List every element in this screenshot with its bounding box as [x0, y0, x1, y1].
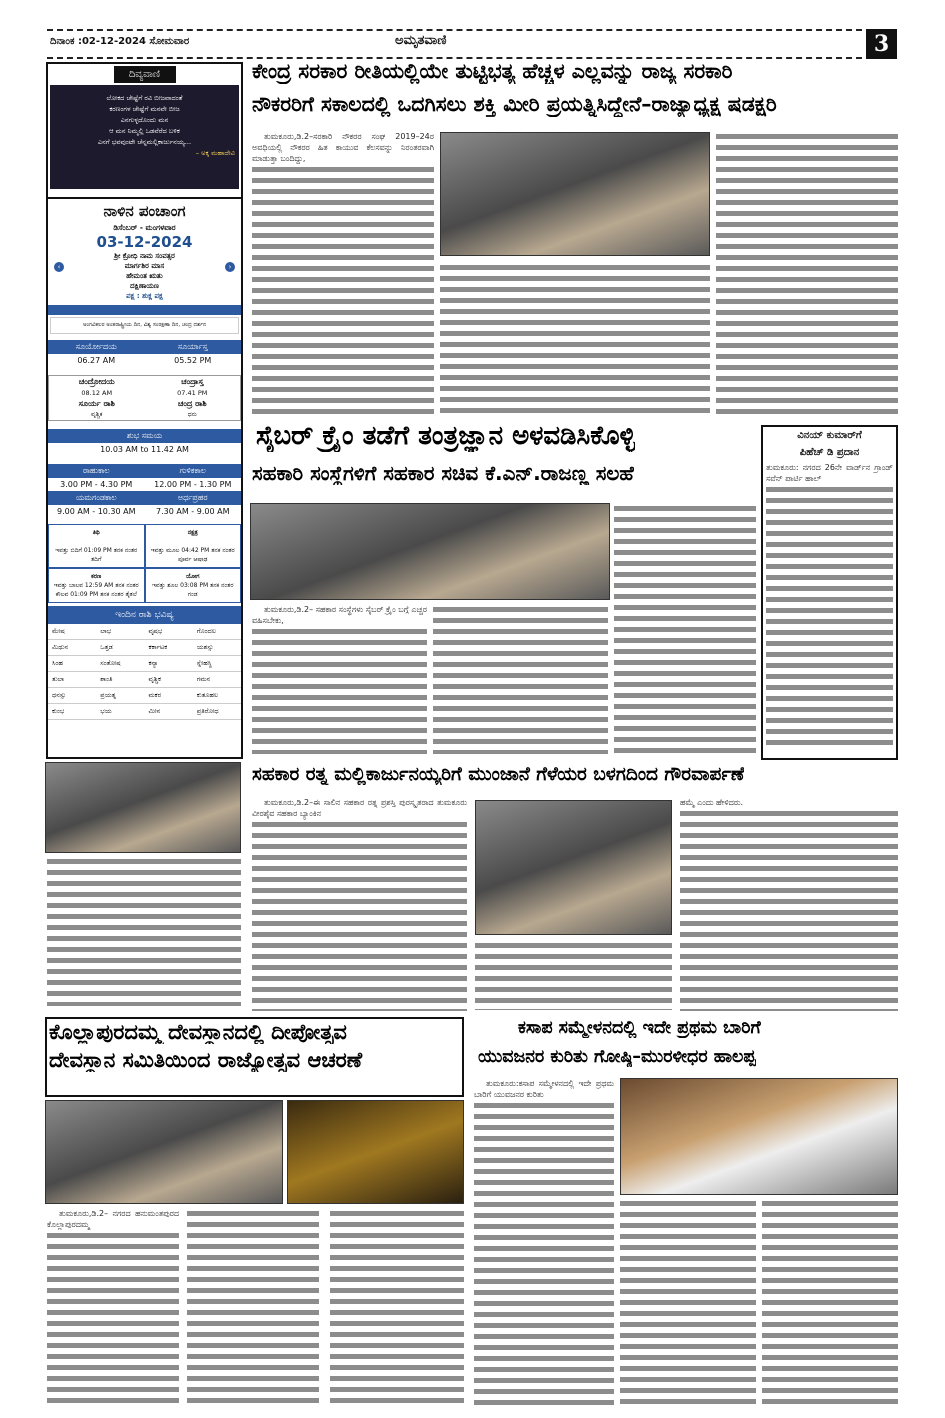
tithi-cell [48, 524, 145, 568]
story3-photo [475, 800, 672, 935]
yama-label: ಯಮಗಂಡಕಾಲ [48, 491, 145, 505]
ardha-label: ಅರ್ಧಪ್ರಹರ [145, 491, 242, 505]
divyavani-box [46, 62, 243, 199]
story3-photo-left [45, 762, 241, 853]
rashi-prediction: ಒತ್ತಡ [96, 640, 144, 656]
yama-time: 9.00 AM - 10.30 AM [56, 507, 136, 516]
tithi-label: ತಿಥಿ [92, 529, 100, 536]
nakshatra-label: ನಕ್ಷತ್ರ [187, 529, 198, 536]
sidebar-body: ತುಮಕೂರು: ನಗರದ 26ನೇ ವಾರ್ಡ್‌ನ ಗ್ರಾಂಡ್ ಸವೆನ್ ಪಾರ್ಟಿ ಹಾಲ್ [766, 462, 893, 747]
rashi-prediction: ಗೊಂದಲ [193, 624, 241, 640]
blue-band [48, 305, 241, 315]
sunrise-label: ಸೂರ್ಯೋದಯ [48, 340, 145, 354]
rashi-prediction: ಯಶಸ್ಸು [193, 640, 241, 656]
sunrise-time: 06.27 AM [77, 356, 116, 365]
yoga-label: ಯೋಗ [185, 573, 200, 580]
sunset-time: 05.52 PM [174, 356, 212, 365]
panchanga-box [46, 197, 243, 759]
story5-body-middle [620, 1198, 756, 1408]
rashi-name: ಧನಸ್ಸು [48, 688, 96, 704]
special-days: ಅಂಗವಿಕಲರ ಅಂತರಾಷ್ಟ್ರೀಯ ದಿನ, ವಿಶ್ವ ಸಂರಕ್ಷಣಾ ದಿನ, ಚಂದ್ರ ದರ್ಶನ [50, 317, 239, 334]
tithi: ಇವತ್ತು ಬಿದಿಗೆ 01:09 PM ತನಕ ನಂತರ ತದಿಗೆ [55, 547, 138, 563]
rashi-prediction: ಗಮನ [193, 672, 241, 688]
chandra-rashi-label: ಚಂದ್ರ ರಾಶಿ [177, 399, 207, 408]
rashi-name: ಕನ್ಯಾ [145, 656, 193, 672]
quote-line: ಆ ಮನ ನಿಮ್ಮಲ್ಲಿ ಒಡವೆರೆದ ಬಳಿಕ [109, 127, 180, 135]
divyavani-quote [50, 85, 239, 189]
story1-body-continued [440, 262, 710, 415]
rashi-prediction: ಶಾಂತಿ [96, 672, 144, 688]
masa: ಮಾರ್ಗಶಿರ ಮಾಸ [124, 262, 165, 270]
story4-photo-1 [45, 1100, 283, 1204]
rashi-prediction: ಕುತೂಹಲ [193, 688, 241, 704]
story1-body: ತುಮಕೂರು,ಡಿ.2–ಸರಕಾರಿ ನೌಕರರ ಸಂಘ 2019–24ರ ಅವಧಿಯಲ್ಲಿ ನೌಕರರ ಹಿತ ಕಾಯುವ ಕೆಲಸವನ್ನು ನಿರಂತರವಾಗಿ ಮಾಡುತ್ತಾ ಬಂದಿದ್ದು, [252, 131, 434, 415]
story5-body: ತುಮಕೂರು:ಕಸಾಪ ಸಮ್ಮೇಳನದಲ್ಲಿ ಇದೇ ಪ್ರಥಮ ಬಾರಿಗೆ ಯುವಜನರ ಕುರಿತು [474, 1078, 614, 1408]
shubha-time: 10.03 AM to 11.42 AM [100, 445, 189, 454]
story5-headline: ಕಸಾಪ ಸಮ್ಮೇಳನದಲ್ಲಿ ಇದೇ ಪ್ರಥಮ ಬಾರಿಗೆ [518, 1018, 761, 1038]
nakshatra-cell [145, 524, 242, 568]
quote-author: – ಅಕ್ಕ ಮಹಾದೇವಿ [195, 149, 235, 157]
story2-body-right [614, 503, 756, 755]
sidebar-headline: ವಿನಯ್ ಕುಮಾರ್‌ಗೆ [797, 430, 862, 441]
story1-photo [440, 132, 710, 256]
quote-line: ಎನಗುಳ್ಳದೊಂದು ಮನ [120, 116, 169, 124]
rahu-time: 3.00 PM - 4.30 PM [60, 480, 133, 489]
karana-cell [48, 568, 145, 603]
prev-arrow-icon[interactable]: ‹ [54, 262, 64, 272]
rutu: ಹೇಮಂತ ಋತು [126, 272, 163, 280]
panchanga-date: 03-12-2024 [96, 233, 193, 251]
panchanga-title: ನಾಳಿನ ಪಂಚಾಂಗ [103, 202, 186, 220]
moonrise-time: 08.12 AM [81, 389, 113, 397]
header-rule [47, 29, 862, 31]
rashi-prediction: ಪ್ರತಿರೋಧ [193, 704, 241, 720]
next-arrow-icon[interactable]: › [225, 262, 235, 272]
phd-sidebar [761, 425, 898, 760]
rashi-prediction: ಭಯ [96, 704, 144, 720]
story2-body: ತುಮಕೂರು,ಡಿ.2– ಸಹಕಾರ ಸಂಸ್ಥೆಗಳು ಸೈಬರ್ ಕ್ರೈಂ ಬಗ್ಗೆ ಎಚ್ಚರ ವಹಿಸಬೇಕು, [252, 604, 427, 754]
rashi-prediction: ಪ್ರಯತ್ನ [96, 688, 144, 704]
sidebar-headline: ಪಿಹೆಚ್ ಡಿ ಪ್ರದಾನ [799, 447, 860, 458]
gulika-label: ಗುಳಿಕಕಾಲ [145, 464, 242, 478]
story4-body-middle [187, 1208, 319, 1408]
moonset-time: 07.41 PM [177, 389, 208, 397]
quote-line: ಲೋಕದ ಚೇಷ್ಟೆಗೆ ರವಿ ಬೀಜವಾದಂತೆ [106, 94, 183, 102]
story2-headline: ಸೈಬರ್ ಕ್ರೈಂ ತಡೆಗೆ ತಂತ್ರಜ್ಞಾನ ಅಳವಡಿಸಿಕೊಳ್ಳಿ [256, 422, 636, 451]
rashi-name: ಮೇಷ [48, 624, 96, 640]
rashi-prediction: ಸ್ನೇಹಸ್ಥಿ [193, 656, 241, 672]
rahu-label: ರಾಹುಕಾಲ [48, 464, 145, 478]
issue-date: ದಿನಾಂಕ :02-12-2024 ಸೋಮವಾರ [50, 36, 190, 47]
samvatsara: ಶ್ರೀ ಕ್ರೋಧಿ ನಾಮ ಸಂವತ್ಸರ [114, 252, 175, 260]
rashi-name: ವೃಶ್ಚಿಕ [145, 672, 193, 688]
karana-label: ಕರಣ [91, 573, 102, 580]
quote-line: ಎನಗೆ ಭವವುಂಟೇ ಚೆನ್ನಮಲ್ಲಿಕಾರ್ಜುನಯ್ಯ... [97, 138, 192, 146]
rashi-name: ಮಿಥುನ [48, 640, 96, 656]
karana: ಇವತ್ತು ಬಾಲವ 12:59 AM ತನಕ ನಂತರ ಕೌಲವ 01:09 PM ತನಕ ನಂತರ ತೈತಲೆ [53, 582, 139, 598]
story2-photo [250, 503, 610, 600]
yoga: ಇವತ್ತು ಶೂಲ 03:08 PM ತನಕ ನಂತರ ಗಂಡ [151, 582, 234, 598]
shubha-label: ಶುಭ ಸಮಯ [48, 429, 241, 443]
page-number: 3 [866, 29, 897, 59]
paksha: ಪಕ್ಷ : ಶುಕ್ಲ ಪಕ್ಷ [126, 292, 163, 300]
ayana: ದಕ್ಷಿಣಾಯಣ [130, 282, 159, 290]
divyavani-title: ದಿವ್ಯವಾಣಿ [114, 66, 176, 83]
story3-body: ತುಮಕೂರು,ಡಿ.2–ಈ ಸಾಲಿನ ಸಹಕಾರ ರತ್ನ ಪ್ರಶಸ್ತಿ ಪುರಸ್ಕೃತರಾದ ತುಮಕೂರು ವೀರಶೈವ ಸಹಕಾರ ಬ್ಯಾಂಕಿನ [252, 797, 467, 1011]
story2-body-middle [433, 604, 608, 754]
story4-body-right [330, 1208, 464, 1408]
nakshatra: ಇವತ್ತು ಮೂಲ 04:42 PM ತನಕ ನಂತರ ಪೂರ್ವ ಆಷಾಢ [150, 547, 235, 563]
story3-body-left [47, 856, 241, 1006]
ardha-time: 7.30 AM - 9.00 AM [156, 507, 230, 516]
story4-photo-2 [287, 1100, 464, 1204]
sunset-label: ಸೂರ್ಯಾಸ್ತ [145, 340, 242, 354]
surya-rashi-label: ಸೂರ್ಯ ರಾಶಿ [78, 399, 115, 408]
panchanga-month-day: ಡಿಸೆಂಬರ್ - ಮಂಗಳವಾರ [113, 223, 176, 232]
story4-headline-box [45, 1017, 464, 1097]
rashi-name: ಮೀನ [145, 704, 193, 720]
rashi-name: ವೃಷಭ [145, 624, 193, 640]
header-rule [47, 57, 862, 59]
story3-body-middle [475, 940, 672, 1010]
gulika-time: 12.00 PM - 1.30 PM [154, 480, 232, 489]
story5-body-right [762, 1198, 898, 1408]
story5-headline: ಯುವಜನರ ಕುರಿತು ಗೋಷ್ಠಿ–ಮುರಳೀಧರ ಹಾಲಪ್ಪ [478, 1047, 756, 1067]
story5-photo [620, 1078, 898, 1195]
moonrise-label: ಚಂದ್ರೋದಯ [78, 377, 115, 386]
rashi-name: ಕುಂಭ [48, 704, 96, 720]
story3-headline: ಸಹಕಾರ ರತ್ನ ಮಲ್ಲಿಕಾರ್ಜುನಯ್ಯರಿಗೆ ಮುಂಜಾನೆ ಗೆಳೆಯರ ಬಳಗದಿಂದ ಗೌರವಾರ್ಪಣೆ [252, 764, 745, 785]
surya-rashi: ವೃಶ್ಚಿಕ [90, 411, 103, 418]
story3-body-right: ಹಮ್ಮೆ ಎಂದು ಹೇಳಿದರು. [680, 797, 898, 1011]
story4-body: ತುಮಕೂರು,ಡಿ.2– ನಗರದ ಹನುಮಂತಪುರದ ಕೊಲ್ಲಾಪುರದಮ್ಮ [47, 1208, 179, 1408]
rashi-prediction: ಲಾಭ [96, 624, 144, 640]
story1-headline: ಕೇಂದ್ರ ಸರಕಾರ ರೀತಿಯಲ್ಲಿಯೇ ತುಟ್ಟಿಭತ್ಯ ಹೆಚ್ಚಳ ಎಲ್ಲವನ್ನು ರಾಜ್ಯ ಸರಕಾರಿ [252, 60, 733, 83]
chandra-rashi: ಧನು [187, 411, 197, 418]
story4-headline: ದೇವಸ್ಥಾನ ಸಮಿತಿಯಿಂದ ರಾಜ್ಯೋತ್ಸವ ಆಚರಣೆ [49, 1048, 363, 1073]
yoga-cell [145, 568, 242, 603]
rashi-table [48, 624, 241, 720]
story2-subhead: ಸಹಕಾರಿ ಸಂಸ್ಥೆಗಳಿಗೆ ಸಹಕಾರ ಸಚಿವ ಕೆ.ಎನ್.ರಾಜಣ್ಣ ಸಲಹೆ [252, 462, 634, 485]
rashi-name: ಕರ್ಕಾಟಕ [145, 640, 193, 656]
rashi-name: ತುಲಾ [48, 672, 96, 688]
rashi-name: ಮಕರ [145, 688, 193, 704]
story1-body-right [716, 131, 898, 415]
story4-headline: ಕೊಲ್ಲಾಪುರದಮ್ಮ ದೇವಸ್ಥಾನದಲ್ಲಿ ದೀಪೋತ್ಸವ [49, 1020, 347, 1044]
quote-line: ಕರಣಂಗಳ ಚೇಷ್ಟೆಗೆ ಮನವೇ ಬೀಜ [109, 105, 180, 113]
rashi-title: ಇಂದಿನ ರಾಶಿ ಭವಿಷ್ಯ [48, 606, 241, 624]
moonset-label: ಚಂದ್ರಾಸ್ತ [181, 377, 204, 386]
rashi-prediction: ಸಂತೋಷ [96, 656, 144, 672]
rashi-name: ಸಿಂಹ [48, 656, 96, 672]
story1-headline: ನೌಕರರಿಗೆ ಸಕಾಲದಲ್ಲಿ ಒದಗಿಸಲು ಶಕ್ತಿ ಮೀರಿ ಪ್ರಯತ್ನಿಸಿದ್ದೇನೆ–ರಾಜ್ಯಾಧ್ಯಕ್ಷ ಷಡಕ್ಷರಿ [252, 93, 777, 116]
paper-name: ಅಮೃತವಾಣಿ [395, 33, 447, 48]
